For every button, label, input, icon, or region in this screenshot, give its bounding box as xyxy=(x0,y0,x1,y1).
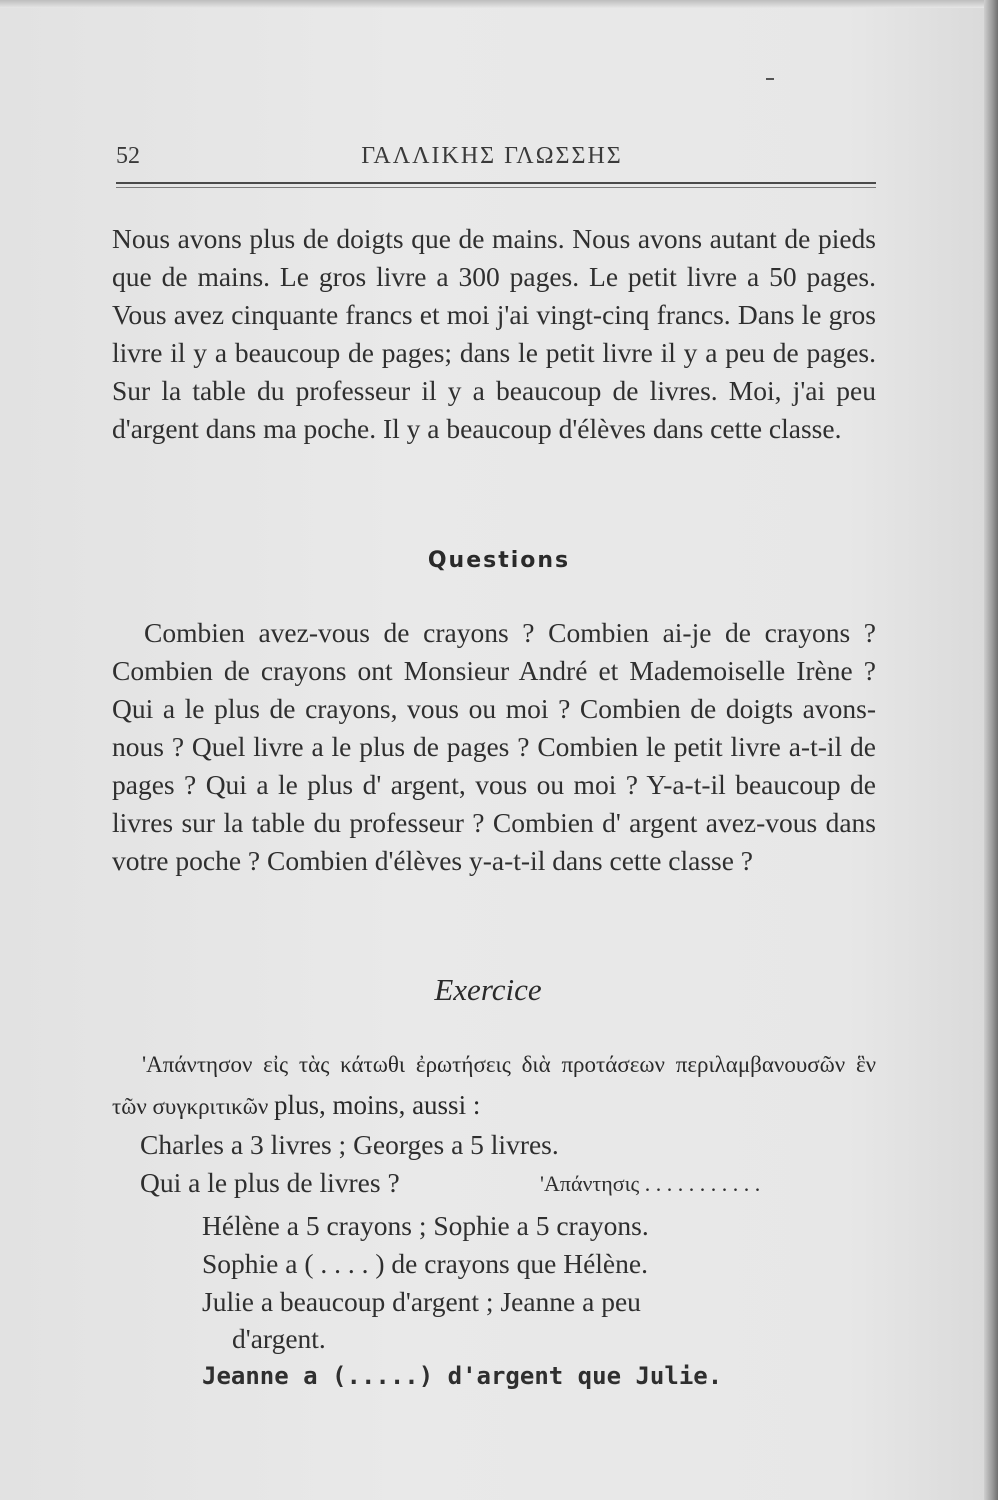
answer-blank: 'Απάντησις . . . . . . . . . . . xyxy=(540,1171,761,1196)
scan-top-edge xyxy=(0,0,998,8)
exercise-line: Sophie a ( . . . . ) de crayons que Hélène. xyxy=(202,1248,648,1279)
scan-right-edge xyxy=(984,0,998,1500)
exercise-line: Qui a le plus de livres ? xyxy=(140,1167,400,1198)
exercise-line: Jeanne a (.....) d'argent que Julie. xyxy=(202,1362,723,1390)
instruction-latin: plus, moins, aussi : xyxy=(274,1090,481,1120)
page-number: 52 xyxy=(116,143,140,169)
exercice-heading: Exercice xyxy=(434,972,542,1007)
exercise-line: Julie a beaucoup d'argent ; Jeanne a peu xyxy=(202,1286,641,1317)
exercise-instruction xyxy=(112,1045,876,1127)
questions-paragraph: Combien avez-vous de crayons ? Combien ai-je de crayons ? Combien de crayons ont Monsieur André et Mademoiselle Irène ? Qui a le plus de crayons, vous ou moi ? Combien de doigts avons-nous ? Quel livre a le plus de pages ? Combien le petit livre a-t-il de pages ? Qui a le plus d' argent, vous ou moi ? Y-a-t-il beaucoup de livres sur la table du professeur ? Combien d' argent avez-vous dans votre poche ? Combien d'élèves y-a-t-il dans cette classe ? xyxy=(112,617,876,876)
page-header xyxy=(112,143,872,173)
exercise-line: Charles a 3 livres ; Georges a 5 livres. xyxy=(140,1129,559,1160)
reading-paragraph: Nous avons plus de doigts que de mains. Nous avons autant de pieds que de mains. Le gros livre a 300 pages. Le petit livre a 50 pages. Vous avez cinquante francs et moi j'ai vingt-cinq francs. Dans le gros livre il y a beaucoup de pages; dans le petit livre il y a peu de pages. Sur la table du professeur il y a beaucoup de livres. Moi, j'ai peu d'argent dans ma poche. Il y a beaucoup d'élèves dans cette classe. xyxy=(112,223,876,444)
exercise-line: d'argent. xyxy=(232,1323,326,1354)
running-title: ΓΑΛΛΙΚΗΣ ΓΛΩΣΣΗΣ xyxy=(361,143,623,169)
print-mark xyxy=(766,78,774,80)
questions-heading: Questions xyxy=(427,548,571,573)
header-rule xyxy=(116,182,876,184)
header-rule-thin xyxy=(116,187,876,188)
instruction-greek: 'Απάντησον εἰς τὰς κάτωθι ἐρωτήσεις διὰ προτάσεων περιλαμβανουσῶν ἓν τῶν συγκριτικῶν xyxy=(112,1052,876,1119)
exercise-line: Hélène a 5 crayons ; Sophie a 5 crayons. xyxy=(202,1210,649,1241)
